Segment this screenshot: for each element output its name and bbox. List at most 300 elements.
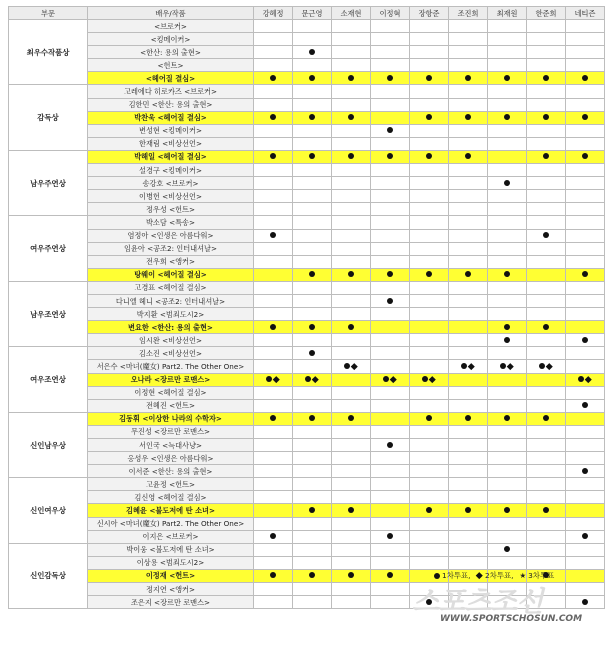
- vote-cell: [332, 504, 371, 517]
- vote-cell: [371, 478, 410, 491]
- vote-cell: [566, 504, 605, 517]
- vote-legend: [434, 570, 554, 581]
- vote-cell: [527, 150, 566, 163]
- vote-cell: [449, 308, 488, 321]
- vote-cell: [332, 20, 371, 33]
- vote-cell: [371, 360, 410, 373]
- vote-cell: [527, 46, 566, 59]
- vote-cell: [410, 164, 449, 177]
- vote-cell: [332, 347, 371, 360]
- category-cell: 신인여우상: [9, 478, 88, 543]
- vote-cell: [293, 517, 332, 530]
- vote-cell: [410, 321, 449, 334]
- vote-cell: [410, 465, 449, 478]
- vote-cell: [254, 137, 293, 150]
- vote-cell: [527, 190, 566, 203]
- vote-cell: [488, 556, 527, 569]
- vote-cell: [488, 543, 527, 556]
- nominee-cell: 조은지 <장르만 로맨스>: [88, 596, 254, 609]
- vote-cell: [566, 85, 605, 98]
- vote-cell: [332, 491, 371, 504]
- nominee-cell: 고윤정 <헌트>: [88, 478, 254, 491]
- nominee-cell: 김신영 <헤어질 결심>: [88, 491, 254, 504]
- dot-icon: [500, 363, 506, 369]
- vote-cell: [254, 85, 293, 98]
- vote-cell: [410, 255, 449, 268]
- logo-wordmark: 스포츠조선: [412, 585, 543, 618]
- nominee-cell: <한산: 용의 출현>: [88, 46, 254, 59]
- vote-cell: [566, 137, 605, 150]
- vote-cell: [488, 255, 527, 268]
- table-row: [9, 360, 605, 373]
- vote-cell: [254, 452, 293, 465]
- vote-cell: [332, 229, 371, 242]
- dot-icon: [383, 376, 389, 382]
- category-cell: 감독상: [9, 85, 88, 150]
- vote-cell: [566, 20, 605, 33]
- dot-icon: [309, 324, 315, 330]
- vote-cell: [254, 164, 293, 177]
- table-row: [9, 543, 605, 556]
- nominee-cell: 임시완 <비상선언>: [88, 334, 254, 347]
- legend-item: [476, 570, 513, 581]
- vote-cell: [488, 399, 527, 412]
- vote-cell: [371, 294, 410, 307]
- vote-cell: [410, 20, 449, 33]
- site-url: WWW.SPORTSCHOSUN.COM: [440, 614, 583, 624]
- vote-cell: [566, 190, 605, 203]
- diamond-icon: [429, 376, 435, 382]
- vote-cell: [254, 72, 293, 85]
- vote-cell: [449, 399, 488, 412]
- vote-cell: [527, 399, 566, 412]
- vote-cell: [293, 72, 332, 85]
- table-row: [9, 465, 605, 478]
- dot-icon: [348, 507, 354, 513]
- vote-cell: [527, 412, 566, 425]
- vote-cell: [254, 596, 293, 609]
- second-round-mark: [461, 363, 475, 369]
- vote-cell: [527, 98, 566, 111]
- dot-icon: [387, 271, 393, 277]
- vote-cell: [449, 98, 488, 111]
- dot-icon: [465, 153, 471, 159]
- dot-icon: [465, 114, 471, 120]
- vote-cell: [293, 452, 332, 465]
- vote-cell: [371, 569, 410, 582]
- vote-cell: [449, 268, 488, 281]
- vote-cell: [410, 98, 449, 111]
- vote-cell: [254, 583, 293, 596]
- vote-cell: [449, 360, 488, 373]
- table-row: [9, 72, 605, 85]
- vote-cell: [527, 530, 566, 543]
- vote-cell: [332, 465, 371, 478]
- winner-nominee-cell: 박해일 <헤어질 결심>: [88, 150, 254, 163]
- vote-cell: [371, 268, 410, 281]
- vote-cell: [488, 491, 527, 504]
- diamond-icon: [390, 376, 396, 382]
- winner-nominee-cell: 이정재 <헌트>: [88, 569, 254, 582]
- vote-cell: [254, 255, 293, 268]
- vote-cell: [449, 347, 488, 360]
- vote-cell: [488, 111, 527, 124]
- winner-nominee-cell: 박찬욱 <헤어질 결심>: [88, 111, 254, 124]
- vote-cell: [332, 530, 371, 543]
- vote-cell: [371, 177, 410, 190]
- table-row: [9, 478, 605, 491]
- vote-cell: [527, 543, 566, 556]
- header-judge: 네티즌: [566, 7, 605, 20]
- dot-icon: [305, 376, 311, 382]
- vote-cell: [293, 334, 332, 347]
- dot-icon: [543, 415, 549, 421]
- diamond-icon: [507, 363, 513, 369]
- dot-icon: [543, 324, 549, 330]
- vote-cell: [332, 242, 371, 255]
- table-row: [9, 281, 605, 294]
- dot-icon: [270, 415, 276, 421]
- vote-cell: [254, 216, 293, 229]
- vote-cell: [410, 504, 449, 517]
- table-row: [9, 412, 605, 425]
- vote-cell: [293, 556, 332, 569]
- vote-cell: [293, 268, 332, 281]
- vote-cell: [332, 281, 371, 294]
- vote-cell: [293, 373, 332, 386]
- second-round-mark: [305, 376, 319, 382]
- vote-cell: [449, 321, 488, 334]
- vote-cell: [332, 150, 371, 163]
- dot-icon: [387, 533, 393, 539]
- vote-cell: [371, 465, 410, 478]
- vote-cell: [410, 242, 449, 255]
- vote-cell: [488, 281, 527, 294]
- vote-cell: [527, 124, 566, 137]
- vote-cell: [488, 203, 527, 216]
- table-row: [9, 268, 605, 281]
- legend-label: 3차투표: [528, 571, 555, 580]
- vote-cell: [332, 308, 371, 321]
- nominee-cell: 임윤아 <공조2: 인터내셔날>: [88, 242, 254, 255]
- vote-cell: [371, 399, 410, 412]
- vote-cell: [527, 439, 566, 452]
- table-row: [9, 124, 605, 137]
- vote-cell: [371, 164, 410, 177]
- vote-cell: [527, 281, 566, 294]
- table-row: [9, 334, 605, 347]
- table-row: [9, 425, 605, 438]
- dot-icon: [426, 271, 432, 277]
- vote-cell: [566, 242, 605, 255]
- vote-cell: [371, 504, 410, 517]
- vote-cell: [293, 59, 332, 72]
- dot-icon: [582, 271, 588, 277]
- vote-cell: [566, 124, 605, 137]
- vote-cell: [371, 347, 410, 360]
- vote-cell: [449, 85, 488, 98]
- table-row: [9, 229, 605, 242]
- vote-cell: [332, 72, 371, 85]
- vote-cell: [332, 425, 371, 438]
- vote-cell: [566, 98, 605, 111]
- vote-cell: [566, 164, 605, 177]
- vote-cell: [488, 412, 527, 425]
- vote-cell: [332, 334, 371, 347]
- dot-icon: [426, 415, 432, 421]
- vote-cell: [449, 556, 488, 569]
- vote-cell: [254, 20, 293, 33]
- diamond-icon: [468, 363, 474, 369]
- dot-icon: [270, 533, 276, 539]
- vote-cell: [371, 229, 410, 242]
- vote-cell: [527, 465, 566, 478]
- vote-cell: [293, 386, 332, 399]
- vote-cell: [488, 124, 527, 137]
- vote-cell: [293, 150, 332, 163]
- vote-cell: [371, 59, 410, 72]
- vote-cell: [254, 399, 293, 412]
- vote-cell: [371, 72, 410, 85]
- vote-cell: [254, 569, 293, 582]
- vote-cell: [410, 530, 449, 543]
- vote-cell: [488, 33, 527, 46]
- vote-cell: [332, 33, 371, 46]
- vote-cell: [449, 59, 488, 72]
- vote-cell: [332, 164, 371, 177]
- vote-cell: [293, 543, 332, 556]
- vote-cell: [293, 465, 332, 478]
- dot-icon: [348, 572, 354, 578]
- vote-cell: [254, 373, 293, 386]
- vote-cell: [254, 229, 293, 242]
- vote-cell: [254, 517, 293, 530]
- table-row: [9, 373, 605, 386]
- vote-cell: [488, 72, 527, 85]
- dot-icon: [270, 232, 276, 238]
- category-cell: 여우조연상: [9, 347, 88, 412]
- vote-cell: [293, 530, 332, 543]
- vote-cell: [332, 190, 371, 203]
- vote-cell: [527, 478, 566, 491]
- vote-cell: [293, 177, 332, 190]
- vote-cell: [527, 334, 566, 347]
- vote-cell: [293, 124, 332, 137]
- nominee-cell: 박소담 <특송>: [88, 216, 254, 229]
- nominee-cell: 송강호 <브로커>: [88, 177, 254, 190]
- table-row: [9, 203, 605, 216]
- vote-cell: [566, 517, 605, 530]
- dot-icon: [543, 232, 549, 238]
- vote-cell: [371, 334, 410, 347]
- second-round-mark: [578, 376, 592, 382]
- vote-cell: [293, 85, 332, 98]
- dot-icon: [348, 114, 354, 120]
- dot-icon: [504, 180, 510, 186]
- vote-cell: [254, 150, 293, 163]
- nominee-cell: 이상용 <범죄도시2>: [88, 556, 254, 569]
- vote-cell: [293, 164, 332, 177]
- vote-cell: [293, 583, 332, 596]
- table-row: [9, 491, 605, 504]
- vote-cell: [332, 216, 371, 229]
- header-category: 부문: [9, 7, 88, 20]
- vote-cell: [449, 530, 488, 543]
- dot-icon: [387, 127, 393, 133]
- header-judge: 문근영: [293, 7, 332, 20]
- nominee-cell: 옹성우 <인생은 아름다워>: [88, 452, 254, 465]
- vote-cell: [566, 556, 605, 569]
- dot-icon: [344, 363, 350, 369]
- category-cell: 신인감독상: [9, 543, 88, 608]
- vote-cell: [332, 124, 371, 137]
- vote-cell: [527, 59, 566, 72]
- vote-cell: [566, 373, 605, 386]
- vote-cell: [488, 530, 527, 543]
- vote-cell: [410, 399, 449, 412]
- vote-cell: [371, 530, 410, 543]
- vote-cell: [371, 439, 410, 452]
- vote-cell: [566, 72, 605, 85]
- vote-cell: [488, 85, 527, 98]
- vote-cell: [332, 360, 371, 373]
- vote-cell: [332, 569, 371, 582]
- dot-icon: [309, 415, 315, 421]
- table-row: [9, 255, 605, 268]
- winner-nominee-cell: 탕웨이 <헤어질 결심>: [88, 268, 254, 281]
- dot-icon: [582, 114, 588, 120]
- vote-cell: [566, 177, 605, 190]
- vote-cell: [332, 478, 371, 491]
- vote-cell: [488, 177, 527, 190]
- dot-icon: [270, 114, 276, 120]
- table-row: [9, 386, 605, 399]
- vote-cell: [410, 556, 449, 569]
- vote-cell: [254, 386, 293, 399]
- vote-cell: [488, 98, 527, 111]
- vote-cell: [332, 294, 371, 307]
- vote-cell: [293, 439, 332, 452]
- vote-cell: [449, 452, 488, 465]
- vote-cell: [410, 373, 449, 386]
- vote-cell: [332, 452, 371, 465]
- table-row: [9, 164, 605, 177]
- nominee-cell: 김한민 <한산: 용의 출현>: [88, 98, 254, 111]
- dot-icon: [543, 75, 549, 81]
- dot-icon: [309, 572, 315, 578]
- vote-cell: [254, 98, 293, 111]
- dot-icon: [543, 114, 549, 120]
- vote-cell: [293, 412, 332, 425]
- dot-icon: [309, 114, 315, 120]
- dot-icon: [309, 49, 315, 55]
- vote-cell: [449, 281, 488, 294]
- vote-cell: [527, 242, 566, 255]
- vote-cell: [449, 190, 488, 203]
- vote-cell: [527, 517, 566, 530]
- winner-nominee-cell: 김동휘 <이상한 나라의 수학자>: [88, 412, 254, 425]
- legend-label: 1차투표,: [442, 571, 471, 580]
- vote-cell: [410, 268, 449, 281]
- dot-icon: [270, 153, 276, 159]
- nominee-cell: 서인국 <늑대사냥>: [88, 439, 254, 452]
- table-row: [9, 242, 605, 255]
- table-row: [9, 177, 605, 190]
- category-cell: 여우주연상: [9, 216, 88, 281]
- vote-cell: [293, 569, 332, 582]
- vote-cell: [566, 465, 605, 478]
- vote-cell: [293, 20, 332, 33]
- vote-cell: [449, 46, 488, 59]
- dot-icon: [387, 442, 393, 448]
- dot-icon: [348, 75, 354, 81]
- vote-cell: [488, 504, 527, 517]
- dot-icon: [434, 573, 440, 579]
- header-judge: 강혜정: [254, 7, 293, 20]
- vote-cell: [254, 281, 293, 294]
- dot-icon: [465, 75, 471, 81]
- dot-icon: [539, 363, 545, 369]
- vote-cell: [488, 465, 527, 478]
- legend-item: [434, 570, 470, 581]
- vote-cell: [566, 321, 605, 334]
- vote-cell: [371, 386, 410, 399]
- dot-icon: [309, 153, 315, 159]
- vote-cell: [371, 452, 410, 465]
- vote-cell: [293, 98, 332, 111]
- vote-cell: [449, 242, 488, 255]
- vote-cell: [254, 543, 293, 556]
- table-row: [9, 294, 605, 307]
- vote-cell: [371, 190, 410, 203]
- vote-cell: [293, 399, 332, 412]
- dot-icon: [309, 507, 315, 513]
- nominee-cell: 신시아 <마녀(魔女) Part2. The Other One>: [88, 517, 254, 530]
- second-round-mark: [266, 376, 280, 382]
- vote-cell: [488, 137, 527, 150]
- table-row: [9, 33, 605, 46]
- vote-cell: [566, 543, 605, 556]
- vote-cell: [449, 177, 488, 190]
- vote-cell: [371, 98, 410, 111]
- nominee-cell: 이지은 <브로커>: [88, 530, 254, 543]
- dot-icon: [582, 468, 588, 474]
- vote-cell: [566, 150, 605, 163]
- vote-cell: [410, 412, 449, 425]
- vote-cell: [410, 308, 449, 321]
- vote-cell: [332, 543, 371, 556]
- vote-cell: [410, 46, 449, 59]
- vote-cell: [293, 478, 332, 491]
- vote-cell: [410, 386, 449, 399]
- winner-nominee-cell: 오나라 <장르만 로맨스>: [88, 373, 254, 386]
- dot-icon: [387, 75, 393, 81]
- vote-cell: [254, 294, 293, 307]
- vote-cell: [488, 164, 527, 177]
- header-judge: 한준희: [527, 7, 566, 20]
- header-judge: 이정혁: [371, 7, 410, 20]
- vote-table: [8, 6, 605, 609]
- nominee-cell: 설경구 <킹메이커>: [88, 164, 254, 177]
- vote-cell: [293, 203, 332, 216]
- vote-cell: [371, 373, 410, 386]
- vote-cell: [410, 124, 449, 137]
- vote-cell: [254, 308, 293, 321]
- vote-cell: [371, 543, 410, 556]
- table-row: [9, 20, 605, 33]
- vote-cell: [293, 425, 332, 438]
- vote-cell: [527, 268, 566, 281]
